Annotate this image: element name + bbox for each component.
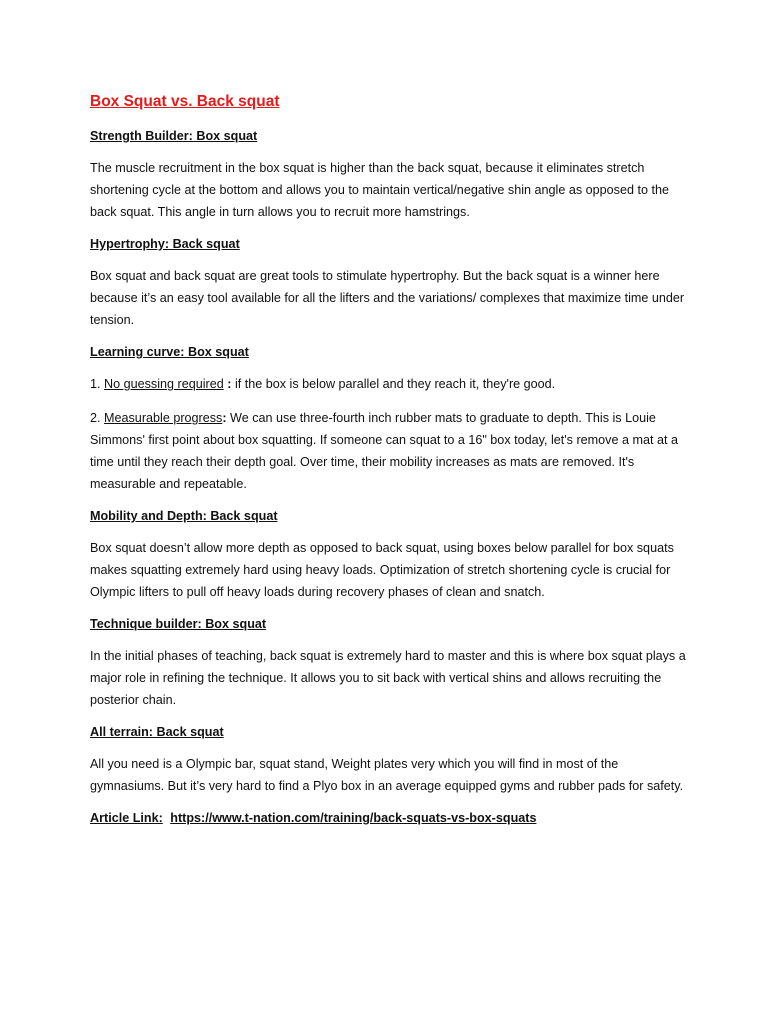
point-separator: : — [222, 411, 231, 425]
section-technique-builder — [90, 615, 690, 711]
section-paragraph: Box squat and back squat are great tools to stimulate hypertrophy. But the back squat is a winner here because it’s an easy tool available for all the lifters and the variations/ complexes that maximize time under tension. — [90, 269, 685, 327]
section-paragraph: Box squat doesn’t allow more depth as opposed to back squat, using boxes below parallel for box squats makes squatting extremely hard using heavy loads. Optimization of stretch shortening cycle is crucial for Olympic lifters to pull off heavy loads during recovery phases of clean and snatch. — [90, 541, 674, 599]
point-number: 1. — [90, 377, 101, 391]
section-heading: All terrain: Back squat — [90, 725, 224, 739]
point-term: Measurable progress — [104, 411, 223, 425]
section-all-terrain — [90, 723, 690, 797]
section-heading: Learning curve: Box squat — [90, 345, 249, 359]
section-heading: Mobility and Depth: Back squat — [90, 509, 278, 523]
article-link-label: Article Link: — [90, 811, 163, 825]
section-heading: Hypertrophy: Back squat — [90, 237, 240, 251]
section-heading: Technique builder: Box squat — [90, 617, 267, 631]
section-strength-builder — [90, 127, 690, 223]
numbered-point — [90, 407, 690, 495]
point-separator: : — [223, 377, 235, 391]
document-body — [90, 92, 690, 827]
point-text: We can use three-fourth inch rubber mats to graduate to depth. This is Louie Simmons' first point about box squatting. If someone can squat to a 16" box today, let's remove a mat at a time until they reach their depth goal. Over time, their mobility increases as mats are removed. It's measurable and repeatable. — [90, 411, 678, 491]
numbered-point — [90, 373, 690, 395]
section-paragraph: All you need is a Olympic bar, squat stand, Weight plates very which you will find in most of the gymnasiums. But it’s very hard to find a Plyo box in an average equipped gyms and rubber pads for safety. — [90, 757, 684, 793]
document-title: Box Squat vs. Back squat — [90, 93, 280, 110]
section-heading: Strength Builder: Box squat — [90, 129, 258, 143]
article-link[interactable]: https://www.t-nation.com/training/back-squats-vs-box-squats — [170, 811, 537, 825]
section-mobility-depth — [90, 507, 690, 603]
point-number: 2. — [90, 411, 101, 425]
section-hypertrophy — [90, 235, 690, 331]
section-learning-curve — [90, 343, 690, 495]
point-text: if the box is below parallel and they reach it, they're good. — [234, 377, 556, 391]
section-paragraph: In the initial phases of teaching, back squat is extremely hard to master and this is where box squat plays a major role in refining the technique. It allows you to sit back with vertical shins and allows recruiting the posterior chain. — [90, 649, 686, 707]
article-link-line — [90, 809, 690, 827]
section-paragraph: The muscle recruitment in the box squat is higher than the back squat, because it eliminates stretch shortening cycle at the bottom and allows you to maintain vertical/negative shin angle as opposed to the back squat. This angle in turn allows you to recruit more hamstrings. — [90, 161, 669, 219]
point-term: No guessing required — [104, 377, 224, 391]
